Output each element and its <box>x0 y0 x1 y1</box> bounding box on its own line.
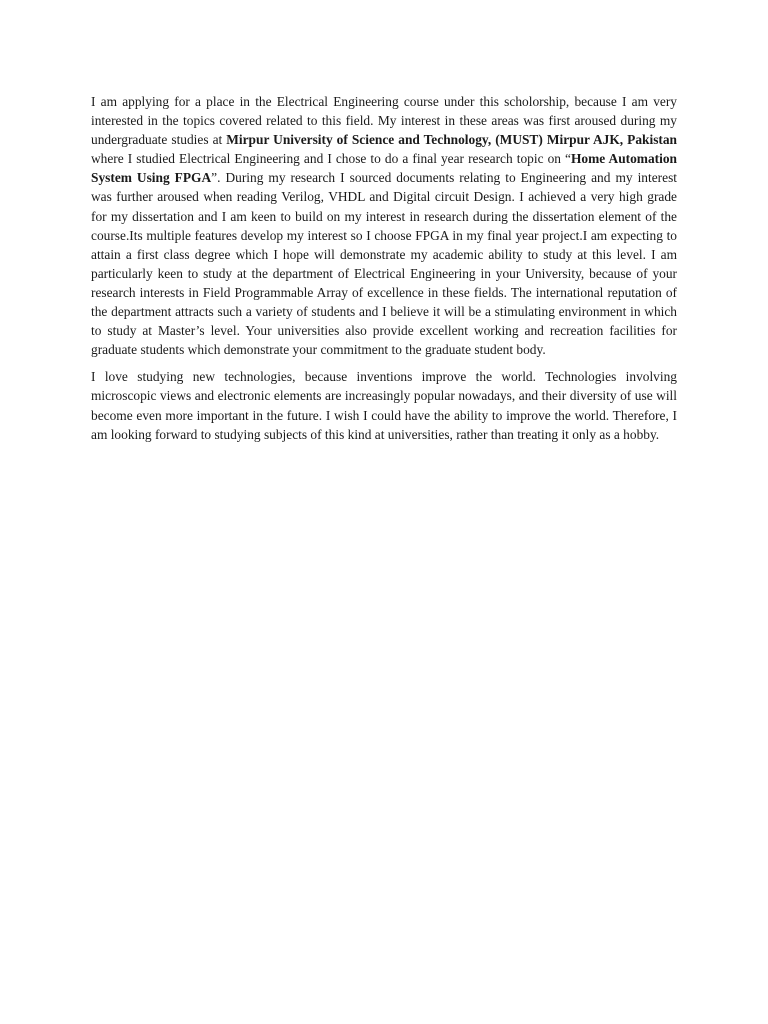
document-body <box>91 92 677 452</box>
university-name-bold: Mirpur University of Science and Technology, (MUST) Mirpur AJK, Pakistan <box>226 132 678 148</box>
paragraph-1-text-c: ”. During my research I sourced documents relating to Engineering and my interest was further aroused when reading Verilog, VHDL and Digital circuit Design. I achieved a very high grade for my dissertation and I am keen to build on my interest in research during the dissertation element of the course.Its multiple features develop my interest so I choose FPGA in my final year project.I am expecting to attain a first class degree which I hope will demonstrate my academic ability to study at this level. I am particularly keen to study at the department of Electrical Engineering in your University, because of your research interests in Field Programmable Array of excellence in these fields. The international reputation of the department attracts such a variety of students and I believe it will be a stimulating environment in which to study at Master’s level. Your universities also provide excellent working and recreation facilities for graduate students which demonstrate your commitment to the graduate student body. <box>91 170 678 358</box>
paragraph-1 <box>91 92 677 359</box>
paragraph-1-text-b: where I studied Electrical Engineering and I chose to do a final year research topic on “ <box>91 151 571 167</box>
paragraph-1-text-a: I am applying for a place in the Electrical Engineering course under this scholorship, because I am very interested in the topics covered related to this field. My interest in these areas was first aroused during my undergraduate studies at <box>91 94 677 148</box>
project-title-bold: Home Automation System Using FPGA <box>91 151 677 186</box>
paragraph-2: I love studying new technologies, because inventions improve the world. Technologies involving microscopic views and electronic elements are increasingly popular nowadays, and their diversity of use will become even more important in the future. I wish I could have the ability to improve the world. Therefore, I am looking forward to studying subjects of this kind at universities, rather than treating it only as a hobby. <box>91 369 677 442</box>
